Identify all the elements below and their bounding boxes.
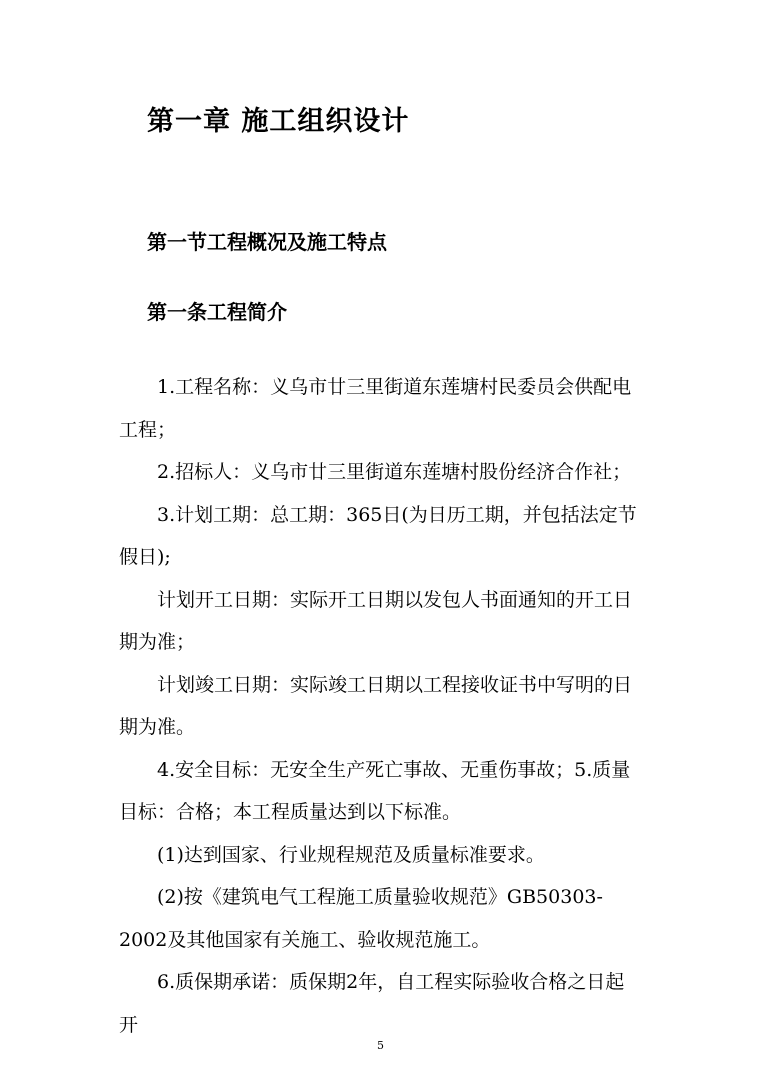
section-title: 第一节工程概况及施工特点 bbox=[147, 230, 387, 254]
paragraph-start-date: 计划开工日期：实际开工日期以发包人书面通知的开工日期为准； bbox=[119, 588, 633, 653]
article-title: 第一条工程简介 bbox=[147, 300, 287, 324]
paragraph-safety-quality: 4.安全目标：无安全生产死亡事故、无重伤事故；5.质量目标：合格；本工程质量达到以下标准。 bbox=[119, 758, 631, 823]
page-number: 5 bbox=[377, 1039, 384, 1052]
paragraph-warranty: 6.质保期承诺：质保期2年，自工程实际验收合格之日起开 bbox=[119, 971, 625, 1036]
paragraph-tenderer: 2.招标人：义乌市廿三里街道东莲塘村股份经济合作社； bbox=[157, 461, 632, 483]
paragraph-schedule: 3.计划工期：总工期：365日(为日历工期，并包括法定节假日); bbox=[119, 503, 637, 568]
paragraph-project-name: 1.工程名称：义乌市廿三里街道东莲塘村民委员会供配电工程； bbox=[119, 376, 632, 441]
paragraph-standard-2: (2)按《建筑电气工程施工质量验收规范》GB50303-2002及其他国家有关施工、验收规范施工。 bbox=[119, 886, 603, 951]
paragraph-standard-1: (1)达到国家、行业规程规范及质量标准要求。 bbox=[157, 843, 545, 866]
chapter-title: 第一章 施工组织设计 bbox=[147, 106, 410, 137]
body-text bbox=[119, 366, 639, 1046]
paragraph-completion-date: 计划竣工日期：实际竣工日期以工程接收证书中写明的日期为准。 bbox=[119, 673, 633, 738]
